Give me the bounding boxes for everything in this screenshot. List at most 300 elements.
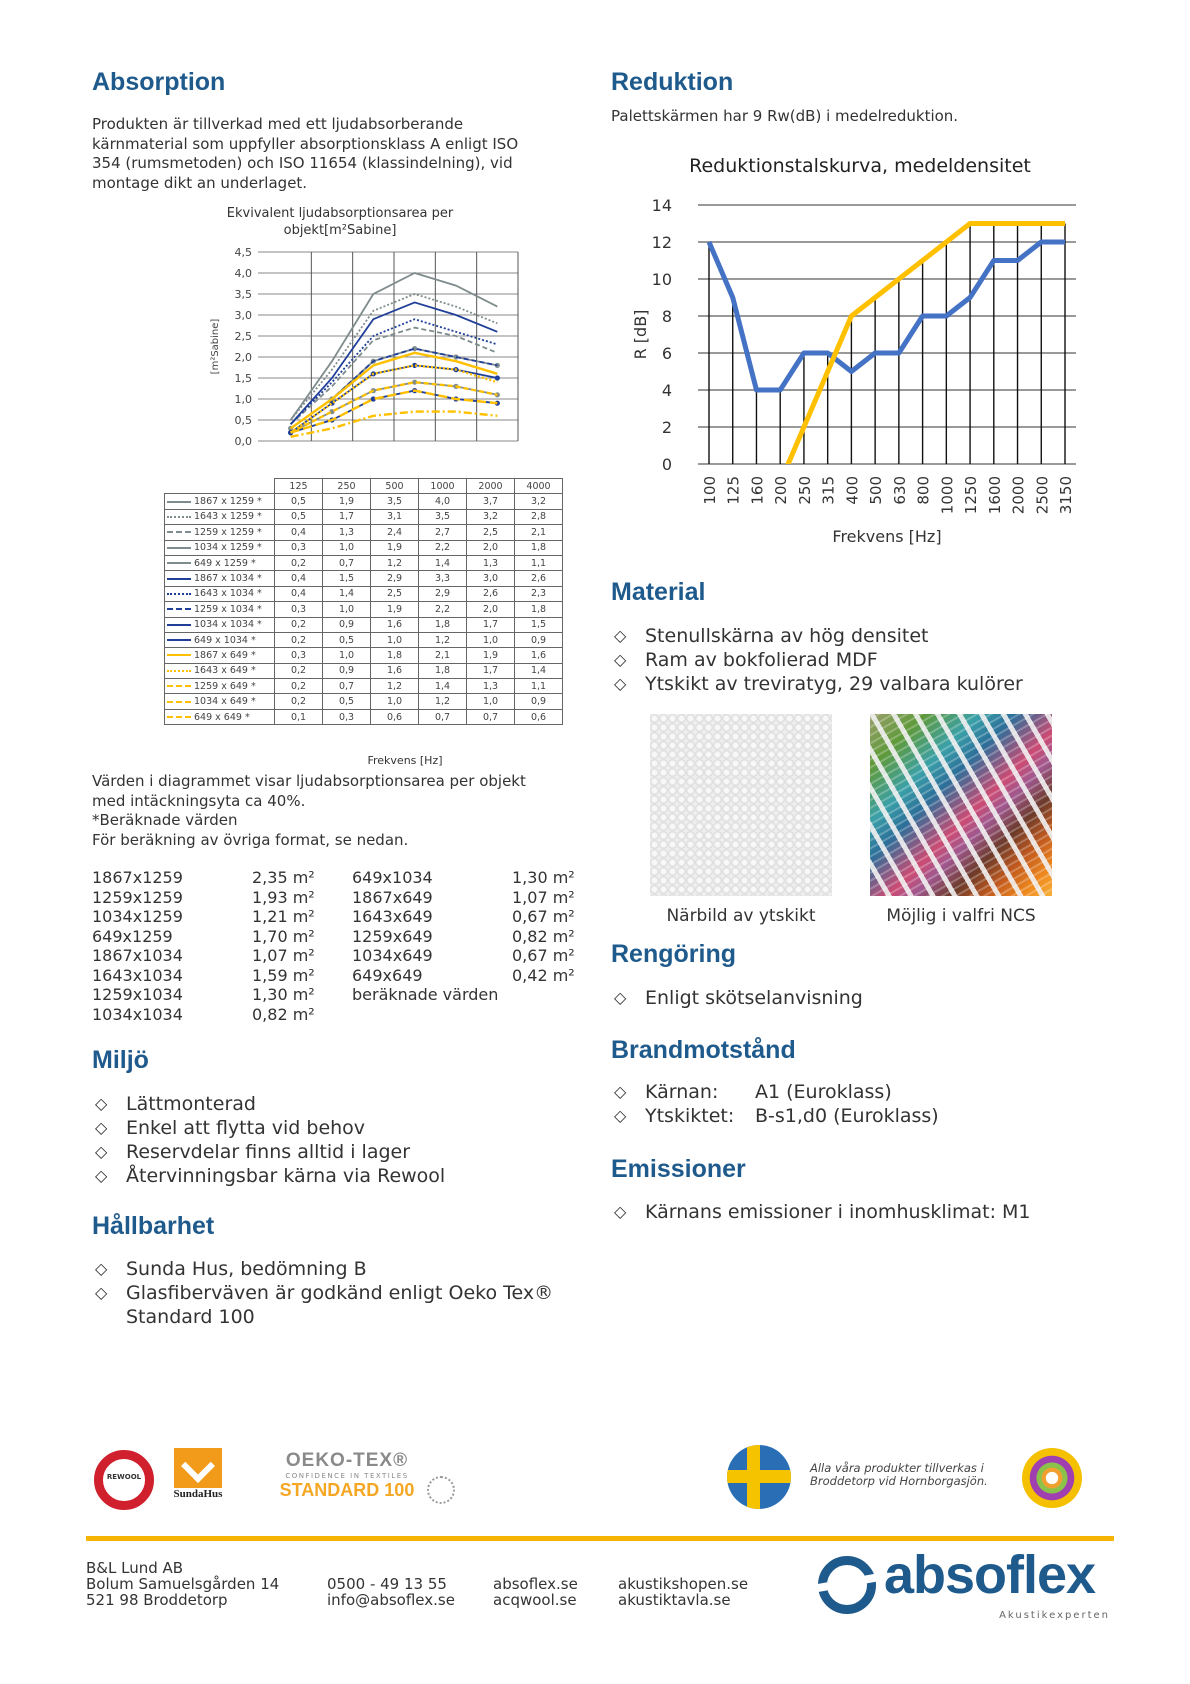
y-tick-label: 12 xyxy=(651,233,672,252)
footer-contact xyxy=(327,1576,455,1608)
table-cell: 0,7 xyxy=(323,555,371,570)
legend-key-icon xyxy=(167,654,191,656)
table-cell: 1,3 xyxy=(467,679,515,694)
table-cell: 1,3 xyxy=(467,555,515,570)
legend-cell xyxy=(165,602,275,617)
footer-company xyxy=(86,1560,279,1608)
y-tick-label: 3,0 xyxy=(234,309,252,322)
x-tick-label: 800 xyxy=(914,476,933,505)
table-row xyxy=(165,694,563,709)
area-value: 0,67 m² xyxy=(512,946,575,965)
table-cell: 0,7 xyxy=(323,679,371,694)
rengoring-heading: Rengöring xyxy=(611,940,736,968)
table-cell: 2,5 xyxy=(467,525,515,540)
footer-sites-2 xyxy=(618,1576,748,1608)
table-row xyxy=(165,617,563,632)
area-row xyxy=(352,907,575,927)
x-tick-label: 315 xyxy=(819,476,838,505)
x-tick-label: 1250 xyxy=(962,476,981,515)
legend-cell xyxy=(165,694,275,709)
y-tick-label: 14 xyxy=(651,196,672,215)
legend-label: 1643 x 1259 * xyxy=(194,511,262,523)
area-size: beräknade värden xyxy=(352,985,499,1004)
table-header-cell: 250 xyxy=(323,479,371,494)
table-row xyxy=(165,586,563,601)
area-value: 0,82 m² xyxy=(512,926,575,946)
brandmotstand-list xyxy=(611,1080,1111,1128)
list-item xyxy=(611,648,1111,672)
legend-label: 1034 x 1034 * xyxy=(194,619,262,631)
table-cell: 1,5 xyxy=(323,571,371,586)
table-cell: 3,0 xyxy=(467,571,515,586)
legend-cell xyxy=(165,509,275,524)
area-value xyxy=(512,985,575,1005)
list-item xyxy=(92,1092,592,1116)
y-tick-label: 10 xyxy=(651,270,672,289)
area-value: 2,35 m² xyxy=(252,868,315,887)
area-size: 1034x649 xyxy=(352,946,433,965)
absorption-heading: Absorption xyxy=(92,68,226,96)
y-tick-label: 4,0 xyxy=(234,267,252,280)
table-cell: 1,4 xyxy=(419,679,467,694)
table-cell: 1,6 xyxy=(371,617,419,632)
list-item-text: Reservdelar finns alltid i lager xyxy=(126,1141,411,1163)
table-cell: 2,4 xyxy=(371,525,419,540)
table-row xyxy=(165,648,563,663)
footer-site-link[interactable]: akustikshopen.se xyxy=(618,1575,749,1593)
y-tick-label: 3,5 xyxy=(234,288,252,301)
table-cell: 0,4 xyxy=(275,525,323,540)
absorption-data-table xyxy=(164,478,563,725)
table-cell: 0,5 xyxy=(275,509,323,524)
rewool-logo-text: REWOOL xyxy=(106,1473,142,1481)
diamond-bullet-icon: ◇ xyxy=(614,988,627,1007)
y-axis-label: [m²Sabine] xyxy=(210,318,221,375)
table-cell: 2,0 xyxy=(467,602,515,617)
table-cell: 0,5 xyxy=(323,694,371,709)
note-line: *Beräknade värden xyxy=(92,811,238,829)
list-item-label: Ytskiktet: xyxy=(645,1105,735,1127)
legend-key-icon xyxy=(167,670,191,672)
absoflex-tagline: Akustikexperten xyxy=(999,1610,1110,1621)
x-tick-label: 1600 xyxy=(985,476,1004,515)
table-cell: 0,9 xyxy=(323,663,371,678)
table-cell: 0,4 xyxy=(275,571,323,586)
table-cell: 0,1 xyxy=(275,709,323,724)
fabric-closeup-caption: Närbild av ytskikt xyxy=(666,906,816,926)
legend-label: 649 x 1259 * xyxy=(194,557,256,569)
table-cell: 1,4 xyxy=(515,663,563,678)
area-value: 1,93 m² xyxy=(252,887,315,907)
table-cell: 1,2 xyxy=(371,555,419,570)
legend-label: 1643 x 649 * xyxy=(194,665,256,677)
diamond-bullet-icon: ◇ xyxy=(614,1106,627,1125)
absorption-chart xyxy=(160,240,560,480)
made-in-line: Alla våra produkter tillverkas i xyxy=(810,1461,984,1475)
legend-cell xyxy=(165,709,275,724)
x-tick-label: 630 xyxy=(890,476,909,505)
x-tick-label: 100 xyxy=(701,476,719,505)
table-cell: 1,1 xyxy=(515,555,563,570)
table-cell: 1,9 xyxy=(467,648,515,663)
legend-label: 649 x 1034 * xyxy=(194,634,256,646)
list-item xyxy=(611,1080,1111,1104)
intro-line: kärnmaterial som uppfyller absorptionsklass A enligt ISO xyxy=(92,134,519,153)
table-cell: 0,7 xyxy=(467,709,515,724)
list-item xyxy=(92,1140,592,1164)
absorption-notes xyxy=(92,772,592,850)
legend-key-icon xyxy=(167,608,191,610)
table-row xyxy=(165,555,563,570)
area-row xyxy=(92,868,315,888)
footer-email-link[interactable]: info@absoflex.se xyxy=(327,1591,455,1609)
legend-label: 1867 x 649 * xyxy=(194,649,256,661)
area-size: 1259x649 xyxy=(352,926,433,946)
legend-cell xyxy=(165,632,275,647)
brandmotstand-heading: Brandmotstånd xyxy=(611,1036,796,1064)
legend-key-icon xyxy=(167,685,191,687)
list-item-value: A1 (Euroklass) xyxy=(755,1081,892,1103)
table-row xyxy=(165,632,563,647)
y-tick-label: 2 xyxy=(661,418,672,437)
table-cell: 3,5 xyxy=(371,494,419,509)
swatch-stripes xyxy=(870,714,1052,896)
table-cell: 2,0 xyxy=(467,540,515,555)
table-cell: 1,2 xyxy=(419,632,467,647)
fabric-closeup-image xyxy=(650,714,832,896)
table-cell: 2,1 xyxy=(419,648,467,663)
table-row xyxy=(165,679,563,694)
diamond-bullet-icon: ◇ xyxy=(95,1142,108,1161)
table-row xyxy=(165,602,563,617)
list-item-text: Ram av bokfolierad MDF xyxy=(645,649,878,671)
table-cell: 2,3 xyxy=(515,586,563,601)
table-cell: 2,9 xyxy=(419,586,467,601)
intro-line: Produkten är tillverkad med ett ljudabsorberande xyxy=(92,115,464,133)
list-item xyxy=(611,986,1111,1010)
table-cell: 0,4 xyxy=(275,586,323,601)
x-tick-label: 3150 xyxy=(1057,476,1075,515)
area-row xyxy=(92,888,315,908)
diamond-bullet-icon: ◇ xyxy=(95,1166,108,1185)
x-tick-label: 2000 xyxy=(1009,476,1028,515)
area-row xyxy=(352,888,575,908)
legend-key-icon xyxy=(167,547,191,549)
table-cell: 3,3 xyxy=(419,571,467,586)
absorption-data-table-wrap xyxy=(164,478,563,725)
table-header-row xyxy=(165,479,563,494)
hallbarhet-heading: Hållbarhet xyxy=(92,1212,215,1240)
table-row xyxy=(165,540,563,555)
oeko-tex-subtitle: CONFIDENCE IN TEXTILES xyxy=(285,1472,409,1480)
table-cell: 0,2 xyxy=(275,694,323,709)
legend-key-icon xyxy=(167,624,191,626)
diamond-bullet-icon: ◇ xyxy=(614,626,627,645)
table-row xyxy=(165,525,563,540)
table-header-cell: 125 xyxy=(275,479,323,494)
legend-label: 1867 x 1259 * xyxy=(194,496,262,508)
area-row xyxy=(352,868,575,888)
diamond-bullet-icon: ◇ xyxy=(95,1259,108,1278)
legend-label: 1643 x 1034 * xyxy=(194,588,262,600)
legend-cell xyxy=(165,648,275,663)
legend-label: 1259 x 649 * xyxy=(194,680,256,692)
area-size: 1643x649 xyxy=(352,907,433,926)
area-value: 1,59 m² xyxy=(252,965,315,985)
legend-key-icon xyxy=(167,516,191,518)
absorption-x-axis-label: Frekvens [Hz] xyxy=(367,754,443,767)
footer-site-link[interactable]: absoflex.se xyxy=(493,1575,578,1593)
swedish-flag-icon xyxy=(727,1445,791,1509)
legend-key-icon xyxy=(167,562,191,564)
table-cell: 0,9 xyxy=(515,632,563,647)
logo-slash xyxy=(815,1574,877,1593)
table-cell: 1,4 xyxy=(323,586,371,601)
list-item xyxy=(92,1116,592,1140)
hallbarhet-list xyxy=(92,1257,592,1329)
y-tick-label: 0 xyxy=(661,455,672,474)
y-tick-label: 6 xyxy=(661,344,672,363)
table-cell: 1,0 xyxy=(371,632,419,647)
area-list-left xyxy=(92,868,315,1024)
table-cell: 2,2 xyxy=(419,602,467,617)
table-cell: 1,8 xyxy=(419,617,467,632)
table-cell: 2,6 xyxy=(515,571,563,586)
legend-key-icon xyxy=(167,639,191,641)
x-tick-label: 1000 xyxy=(938,476,957,515)
footer-divider xyxy=(86,1536,1114,1541)
table-corner xyxy=(165,479,275,494)
area-value: 1,21 m² xyxy=(252,907,315,926)
table-cell: 0,6 xyxy=(515,709,563,724)
reduktion-chart xyxy=(630,190,1100,570)
table-cell: 1,7 xyxy=(323,509,371,524)
area-row xyxy=(92,927,315,947)
table-cell: 1,9 xyxy=(371,602,419,617)
legend-label: 1867 x 1034 * xyxy=(194,573,262,585)
table-cell: 1,8 xyxy=(515,540,563,555)
list-item xyxy=(611,672,1111,696)
legend-cell xyxy=(165,586,275,601)
table-cell: 1,1 xyxy=(515,679,563,694)
table-cell: 0,9 xyxy=(515,694,563,709)
list-item xyxy=(92,1164,592,1188)
rengoring-list xyxy=(611,986,1111,1010)
table-cell: 1,0 xyxy=(467,694,515,709)
legend-label: 1259 x 1259 * xyxy=(194,526,262,538)
table-cell: 1,4 xyxy=(419,555,467,570)
absorption-intro xyxy=(92,115,592,193)
table-cell: 1,5 xyxy=(515,617,563,632)
flag-cross-horizontal xyxy=(727,1470,791,1483)
miljo-heading: Miljö xyxy=(92,1046,149,1074)
table-row xyxy=(165,509,563,524)
legend-key-icon xyxy=(167,701,191,703)
table-cell: 0,3 xyxy=(275,540,323,555)
oeko-tex-logo xyxy=(252,1450,442,1501)
reduktion-heading: Reduktion xyxy=(611,68,734,96)
sundahus-logo-text: SundaHus xyxy=(173,1488,223,1500)
legend-key-icon xyxy=(167,578,191,580)
area-value: 1,30 m² xyxy=(252,985,315,1004)
list-item-text: Enkel att flytta vid behov xyxy=(126,1117,366,1139)
legend-key-icon xyxy=(167,593,191,595)
x-axis-label: Frekvens [Hz] xyxy=(832,527,942,546)
area-size: 1867x1259 xyxy=(92,868,183,887)
sundahus-check-icon xyxy=(181,1449,215,1483)
table-row xyxy=(165,571,563,586)
emissioner-heading: Emissioner xyxy=(611,1155,746,1183)
footer-site-link[interactable]: akustiktavla.se xyxy=(618,1591,731,1609)
legend-cell xyxy=(165,679,275,694)
table-cell: 1,6 xyxy=(515,648,563,663)
y-tick-label: 1,5 xyxy=(234,372,252,385)
material-heading: Material xyxy=(611,578,706,606)
table-cell: 1,8 xyxy=(515,602,563,617)
area-value: 1,70 m² xyxy=(252,926,315,946)
table-cell: 0,3 xyxy=(323,709,371,724)
list-item-text: Stenullskärna av hög densitet xyxy=(645,625,929,647)
legend-label: 649 x 649 * xyxy=(194,711,250,723)
table-cell: 2,2 xyxy=(419,540,467,555)
absoflex-wordmark: absoflex xyxy=(884,1545,1096,1605)
list-item-text: Återvinningsbar kärna via Rewool xyxy=(126,1165,446,1187)
table-cell: 1,6 xyxy=(371,663,419,678)
y-tick-label: 4,5 xyxy=(234,246,252,259)
table-cell: 1,0 xyxy=(323,540,371,555)
list-item-text: Lättmonterad xyxy=(126,1093,256,1115)
table-cell: 0,2 xyxy=(275,679,323,694)
legend-label: 1034 x 1259 * xyxy=(194,542,262,554)
table-cell: 0,2 xyxy=(275,663,323,678)
table-cell: 3,1 xyxy=(371,509,419,524)
table-header-cell: 500 xyxy=(371,479,419,494)
oeko-tex-title: OEKO-TEX® xyxy=(285,1450,409,1471)
diamond-bullet-icon: ◇ xyxy=(614,674,627,693)
list-item xyxy=(611,1104,1111,1128)
table-header-cell: 1000 xyxy=(419,479,467,494)
note-line: För beräkning av övriga format, se nedan. xyxy=(92,830,409,849)
legend-cell xyxy=(165,555,275,570)
x-tick-label: 2500 xyxy=(1033,476,1052,515)
footer-site-link[interactable]: acqwool.se xyxy=(493,1591,577,1609)
list-item-text: Enligt skötselanvisning xyxy=(645,987,863,1009)
table-row xyxy=(165,663,563,678)
table-cell: 2,7 xyxy=(419,525,467,540)
x-tick-label: 125 xyxy=(724,476,743,505)
area-value: 1,07 m² xyxy=(512,887,575,907)
y-tick-label: 8 xyxy=(661,307,672,326)
legend-key-icon xyxy=(167,501,191,503)
x-tick-label: 200 xyxy=(772,476,791,505)
reduktion-chart-title: Reduktionstalskurva, medeldensitet xyxy=(689,155,1031,177)
absoflex-logo xyxy=(818,1545,1118,1624)
intro-line: montage dikt an underlaget. xyxy=(92,173,308,192)
table-cell: 0,7 xyxy=(419,709,467,724)
absorption-chart-title: Ekvivalent ljudabsorptionsarea per objekt[m²Sabine] xyxy=(226,206,454,238)
list-item-text: Sunda Hus, bedömning B xyxy=(126,1258,367,1280)
list-item xyxy=(611,624,1111,648)
legend-label: 1259 x 1034 * xyxy=(194,603,262,615)
footer-sites-1 xyxy=(493,1576,578,1608)
material-list xyxy=(611,624,1111,696)
table-cell: 1,0 xyxy=(467,632,515,647)
footer-line: Bolum Samuelsgården 14 xyxy=(86,1575,280,1593)
area-size: 649x649 xyxy=(352,965,423,985)
area-size: 1867x1034 xyxy=(92,946,183,965)
table-cell: 1,7 xyxy=(467,617,515,632)
x-tick-label: 250 xyxy=(795,476,814,505)
area-row xyxy=(352,966,575,986)
area-row xyxy=(92,946,315,966)
area-row xyxy=(352,927,575,947)
diamond-bullet-icon: ◇ xyxy=(95,1283,108,1302)
intro-line: 354 (rumsmetoden) och ISO 11654 (klassindelning), vid xyxy=(92,154,513,172)
table-cell: 1,9 xyxy=(371,540,419,555)
x-tick-label: 160 xyxy=(748,476,767,505)
x-tick-label: 500 xyxy=(867,476,886,505)
table-cell: 2,6 xyxy=(467,586,515,601)
sundahus-house-icon xyxy=(174,1448,222,1488)
ncs-color-swatches-image xyxy=(870,714,1052,896)
table-cell: 0,2 xyxy=(275,555,323,570)
sundahus-logo xyxy=(170,1448,226,1500)
legend-cell xyxy=(165,617,275,632)
table-row xyxy=(165,709,563,724)
list-item-text: Kärnans emissioner i inomhusklimat: M1 xyxy=(645,1201,1031,1223)
footer-line: B&L Lund AB xyxy=(86,1559,184,1577)
list-item-label: Kärnan: xyxy=(645,1081,719,1103)
area-value: 0,42 m² xyxy=(512,965,575,985)
table-cell: 0,9 xyxy=(323,617,371,632)
y-tick-label: 2,0 xyxy=(234,351,252,364)
legend-cell xyxy=(165,525,275,540)
legend-cell xyxy=(165,663,275,678)
diamond-bullet-icon: ◇ xyxy=(95,1118,108,1137)
table-cell: 0,6 xyxy=(371,709,419,724)
table-cell: 3,5 xyxy=(419,509,467,524)
rewool-logo xyxy=(94,1450,154,1510)
emissioner-list xyxy=(611,1200,1131,1224)
certification-seal-icon xyxy=(1022,1448,1082,1508)
legend-key-icon xyxy=(167,716,191,718)
table-cell: 1,2 xyxy=(419,694,467,709)
list-item xyxy=(611,1200,1131,1224)
table-row xyxy=(165,494,563,509)
table-cell: 3,2 xyxy=(467,509,515,524)
list-item-text: Glasfiberväven är godkänd enligt Oeko Tex® Standard 100 xyxy=(126,1282,554,1328)
table-cell: 2,9 xyxy=(371,571,419,586)
table-cell: 3,2 xyxy=(515,494,563,509)
table-cell: 0,3 xyxy=(275,602,323,617)
table-cell: 0,5 xyxy=(275,494,323,509)
area-row xyxy=(352,985,575,1005)
reduktion-text: Palettskärmen har 9 Rw(dB) i medelreduktion. xyxy=(611,107,959,125)
oeko-tex-standard: STANDARD 100 xyxy=(279,1480,415,1500)
legend-cell xyxy=(165,571,275,586)
area-size: 649x1259 xyxy=(92,926,173,946)
table-cell: 4,0 xyxy=(419,494,467,509)
table-cell: 1,0 xyxy=(323,602,371,617)
table-cell: 2,1 xyxy=(515,525,563,540)
list-item-text: Ytskikt av treviratyg, 29 valbara kulörer xyxy=(645,673,1023,695)
area-size: 1034x1259 xyxy=(92,907,183,926)
list-item xyxy=(92,1257,592,1281)
area-size: 1867x649 xyxy=(352,887,433,907)
table-cell: 0,5 xyxy=(323,632,371,647)
area-row xyxy=(92,907,315,927)
area-value: 0,67 m² xyxy=(512,907,575,926)
